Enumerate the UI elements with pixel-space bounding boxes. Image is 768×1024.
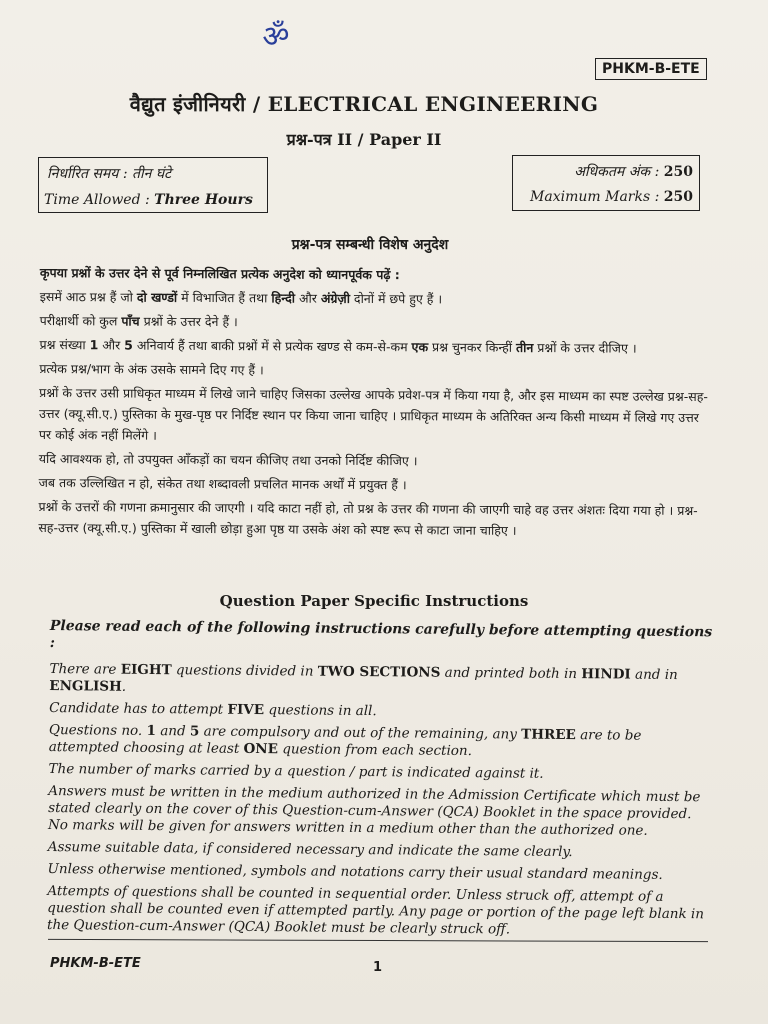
english-instruction-item: Candidate has to attempt FIVE questions in all. — [49, 699, 377, 720]
page-number: 1 — [373, 960, 383, 975]
hindi-instruction-item: प्रत्येक प्रश्न/भाग के अंक उसके सामने दिए गए हैं । — [39, 360, 264, 378]
hindi-instruction-item: इसमें आठ प्रश्न हैं जो दो खण्डों में विभाजित हैं तथा हिन्दी और अंग्रेज़ी दोनों में छपे हुए हैं । — [39, 288, 443, 307]
hindi-instructions-lead: कृपया प्रश्नों के उत्तर देने से पूर्व निम्नलिखित प्रत्येक अनुदेश को ध्यानपूर्वक पढ़ें : — [39, 264, 400, 283]
hindi-instruction-item: परीक्षार्थी को कुल पाँच प्रश्नों के उत्तर देने हैं । — [39, 312, 238, 330]
maximum-marks-hindi-label: अधिकतम अंक : — [574, 164, 664, 180]
maximum-marks-hindi — [574, 162, 693, 181]
hindi-instructions-list — [38, 262, 710, 545]
english-instruction-item: The number of marks carried by a question / part is indicated against it. — [48, 760, 544, 782]
hindi-instruction-item: प्रश्न संख्या 1 और 5 अनिवार्य हैं तथा बाकी प्रश्नों में से प्रत्येक खण्ड से कम-से-कम एक प्रश्न चुनकर किन्हीं तीन प्रश्नों के उत्तर दीजिए । — [39, 336, 637, 356]
hindi-instruction-item: जब तक उल्लिखित न हो, संकेत तथा शब्दावली प्रचलित मानक अर्थों में प्रयुक्त हैं । — [38, 474, 407, 493]
hindi-instructions-heading: प्रश्न-पत्र सम्बन्धी विशेष अनुदेश — [291, 237, 449, 253]
maximum-marks-box — [512, 155, 700, 211]
footer-paper-code: PHKM-B-ETE — [50, 956, 141, 971]
english-instructions-lead: Please read each of the following instructions carefully before attempting questions : — [49, 618, 713, 652]
paper-subtitle: प्रश्न-पत्र II / Paper II — [286, 130, 442, 149]
maximum-marks-english-label: Maximum Marks : — [530, 189, 664, 205]
english-instruction-item: Unless otherwise mentioned, symbols and notations carry their usual standard meanings. — [47, 860, 663, 883]
english-instruction-item: Assume suitable data, if considered necessary and indicate the same clearly. — [47, 838, 573, 861]
english-instructions-heading: Question Paper Specific Instructions — [219, 592, 529, 610]
english-instruction-item: Attempts of questions shall be counted in sequential order. Unless struck off, attempt of a question shall be counted even if attempted partly. Any page or portion of the page left blank in the Question-cum-Answer (QCA) Booklet must be clearly struck off. — [46, 882, 705, 938]
hindi-instruction-item: यदि आवश्यक हो, तो उपयुक्त आँकड़ों का चयन कीजिए तथा उनको निर्दिष्ट कीजिए । — [38, 450, 418, 469]
time-allowed-english — [44, 192, 253, 208]
hindi-instruction-item: प्रश्नों के उत्तरों की गणना क्रमानुसार की जाएगी । यदि काटा नहीं हो, तो प्रश्न के उत्तर की गणना की जाएगी चाहे वह उत्तर अंशतः दिया गया हो । प्रश्न-सह-उत्तर (क्यू.सी.ए.) पुस्तिका में खाली छोड़ा हुआ पृष्ठ या उसके अंश को स्पष्ट रूप से काटा जाना चाहिए । — [38, 498, 698, 538]
time-allowed-hindi: निर्धारित समय : तीन घंटे — [47, 166, 172, 182]
maximum-marks-hindi-value: 250 — [663, 164, 693, 180]
english-instruction-item: Answers must be written in the medium authorized in the Admission Certificate which must be stated clearly on the cover of this Question-cum-Answer (QCA) Booklet in the space provided. No marks will be given for answers written in a medium other than the authorized one. — [47, 782, 701, 839]
maximum-marks-english — [530, 189, 693, 205]
english-instruction-item: There are EIGHT questions divided in TWO SECTIONS and printed both in HINDI and in ENGLISH. — [49, 660, 678, 695]
time-allowed-box — [38, 157, 268, 213]
time-allowed-label: Time Allowed : — [44, 192, 155, 208]
time-allowed-value: Three Hours — [154, 192, 253, 208]
om-handwritten-mark: ॐ — [259, 17, 292, 56]
paper-title: वैद्युत इंजीनियरी / ELECTRICAL ENGINEERING — [129, 92, 599, 116]
paper-code-box: PHKM-B-ETE — [595, 58, 707, 80]
english-instructions-list — [47, 618, 714, 945]
maximum-marks-english-value: 250 — [663, 189, 693, 205]
hindi-instruction-item: प्रश्नों के उत्तर उसी प्राधिकृत माध्यम में लिखे जाने चाहिए जिसका उल्लेख आपके प्रवेश-पत्र में किया गया है, और इस माध्यम का स्पष्ट उल्लेख प्रश्न-सह-उत्तर (क्यू.सी.ए.) पुस्तिका के मुख-पृष्ठ पर निर्दिष्ट स्थान पर किया जाना चाहिए । प्राधिकृत माध्यम के अतिरिक्त अन्य किसी माध्यम में लिखे गए उत्तर पर कोई अंक नहीं मिलेंगे । — [38, 384, 708, 443]
english-instruction-item: Questions no. 1 and 5 are compulsory and out of the remaining, any THREE are to be attempted choosing at least ONE question from each section. — [48, 721, 642, 760]
